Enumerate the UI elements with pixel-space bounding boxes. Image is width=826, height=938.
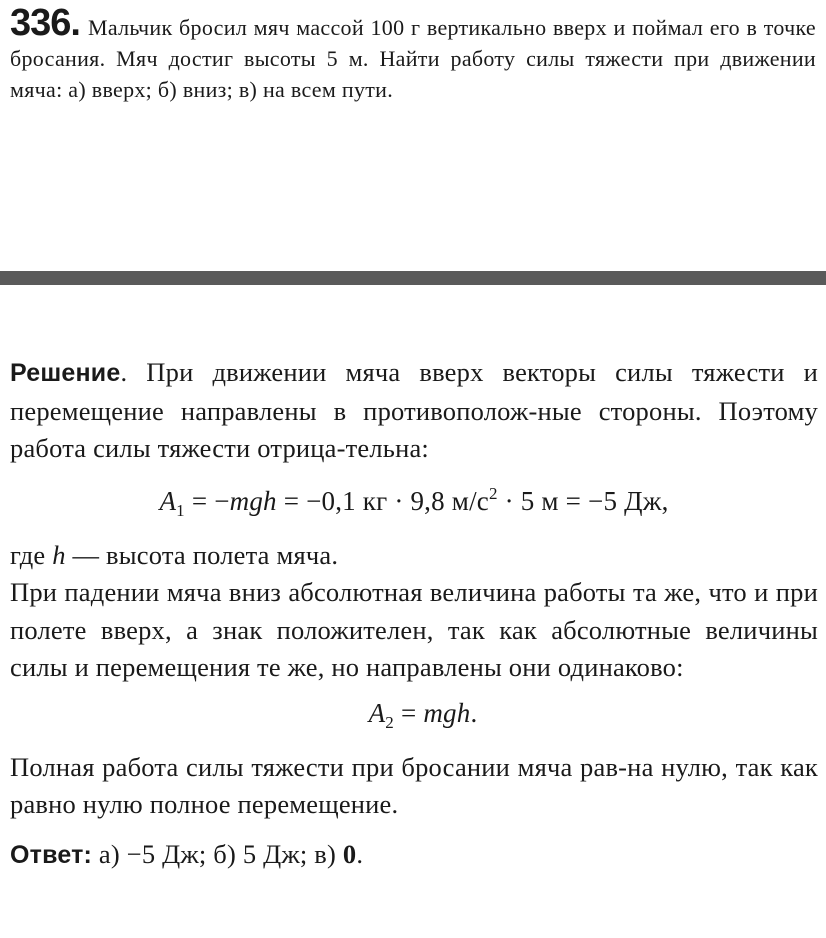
formula-work-down	[10, 691, 818, 745]
formula1-part1: = −	[184, 485, 230, 516]
solution-block	[10, 354, 818, 874]
answer-line	[10, 836, 818, 875]
where-var: h	[52, 539, 66, 570]
solution-intro-text: . При движении мяча вверх векторы силы тяжести и перемещение направлены в противополож-ные стороны. Поэтому работа силы тяжести отрица-тельна:	[10, 357, 818, 463]
where-suffix: — высота полета мяча.	[65, 539, 339, 570]
answer-text: а) −5 Дж; б) 5 Дж; в)	[92, 838, 343, 869]
paragraph-down: При падении мяча вниз абсолютная величина работы та же, что и при полете вверх, а знак положителен, так как абсолютные величины силы и перемещения те же, но направлены они одинаково:	[10, 577, 818, 682]
formula1-lhs: A	[159, 485, 177, 516]
solution-intro	[10, 354, 818, 468]
problem-number: 336.	[10, 2, 80, 44]
answer-final: 0	[342, 838, 357, 869]
formula1-mgh: mgh	[229, 485, 277, 516]
where-prefix: где	[10, 539, 53, 570]
formula2-lhs: A	[368, 697, 386, 728]
formula1-part3: · 5 м = −5 Дж,	[497, 485, 669, 516]
formula-work-up	[10, 472, 818, 533]
problem-statement	[10, 2, 816, 105]
formula1-part2: = −0,1 кг · 9,8 м/с	[276, 485, 489, 516]
formula2-eq: =	[394, 697, 424, 728]
formula2-end: .	[470, 697, 478, 728]
formula2-rhs: mgh	[423, 697, 471, 728]
where-line	[10, 537, 818, 575]
answer-end: .	[356, 838, 364, 869]
paragraph-total: Полная работа силы тяжести при бросании мяча рав-на нулю, так как равно нулю полное перемещение.	[10, 751, 818, 819]
formula1-lhs-sub: 1	[176, 500, 185, 520]
section-divider	[0, 271, 826, 285]
formula2-lhs-sub: 2	[385, 712, 394, 732]
solution-label: Решение	[10, 359, 121, 387]
problem-text: Мальчик бросил мяч массой 100 г вертикально вверх и поймал его в точке бросания. Мяч достиг высоты 5 м. Найти работу силы тяжести при движении мяча: а) вверх; б) вниз; в) на всем пути.	[10, 15, 816, 102]
formula1-sup: 2	[488, 483, 498, 503]
answer-label: Ответ:	[10, 840, 93, 869]
